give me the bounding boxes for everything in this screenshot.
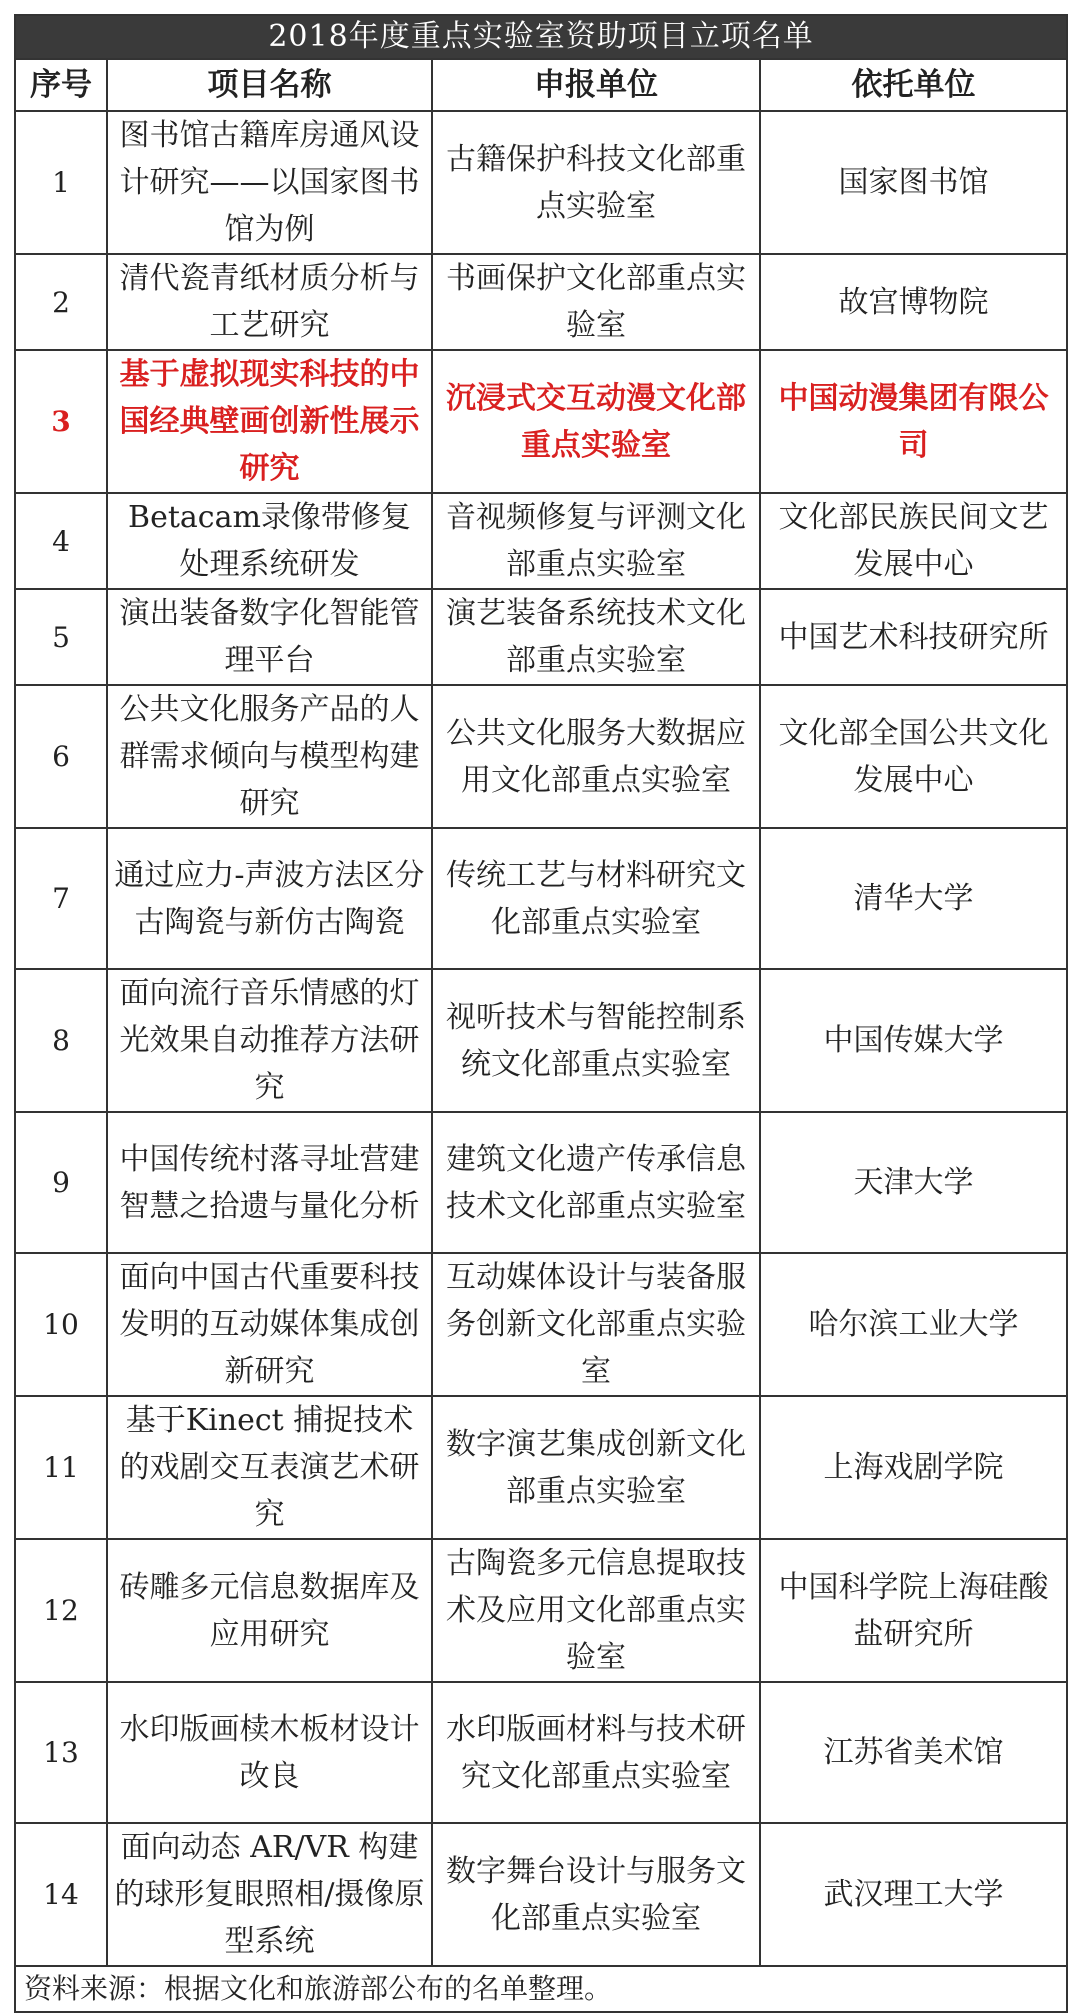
applicant-unit: 建筑文化遗产传承信息技术文化部重点实验室 [432,1112,760,1253]
row-number: 14 [15,1823,107,1966]
table-row [15,1682,1067,1823]
row-number: 7 [15,828,107,969]
applicant-unit: 水印版画材料与技术研究文化部重点实验室 [432,1682,760,1823]
table-row [15,1396,1067,1539]
project-name: 基于Kinect 捕捉技术的戏剧交互表演艺术研究 [107,1396,432,1539]
applicant-unit: 古陶瓷多元信息提取技术及应用文化部重点实验室 [432,1539,760,1682]
source-row [15,1966,1067,2012]
applicant-unit: 公共文化服务大数据应用文化部重点实验室 [432,685,760,828]
host-unit: 江苏省美术馆 [760,1682,1067,1823]
row-number: 2 [15,254,107,350]
host-unit: 上海戏剧学院 [760,1396,1067,1539]
host-unit: 中国传媒大学 [760,969,1067,1112]
project-list-document [14,14,1066,2013]
table-row [15,685,1067,828]
project-name: 清代瓷青纸材质分析与工艺研究 [107,254,432,350]
project-name: 图书馆古籍库房通风设计研究——以国家图书馆为例 [107,111,432,254]
source-note: 资料来源：根据文化和旅游部公布的名单整理。 [15,1966,1067,2012]
table-row [15,1253,1067,1396]
project-name: 面向动态 AR/VR 构建的球形复眼照相/摄像原型系统 [107,1823,432,1966]
applicant-unit: 互动媒体设计与装备服务创新文化部重点实验室 [432,1253,760,1396]
applicant-unit: 数字演艺集成创新文化部重点实验室 [432,1396,760,1539]
project-name: 砖雕多元信息数据库及应用研究 [107,1539,432,1682]
host-unit: 天津大学 [760,1112,1067,1253]
table-row [15,1539,1067,1682]
project-name: 通过应力-声波方法区分古陶瓷与新仿古陶瓷 [107,828,432,969]
table-row [15,1823,1067,1966]
project-name: Betacam录像带修复处理系统研发 [107,493,432,589]
table-row [15,969,1067,1112]
row-number: 9 [15,1112,107,1253]
host-unit: 清华大学 [760,828,1067,969]
row-number: 5 [15,589,107,685]
row-number: 10 [15,1253,107,1396]
table-title: 2018年度重点实验室资助项目立项名单 [15,15,1067,59]
applicant-unit: 沉浸式交互动漫文化部重点实验室 [432,350,760,493]
row-number: 11 [15,1396,107,1539]
applicant-unit: 传统工艺与材料研究文化部重点实验室 [432,828,760,969]
table-row [15,493,1067,589]
host-unit: 武汉理工大学 [760,1823,1067,1966]
row-number: 3 [15,350,107,493]
row-number: 8 [15,969,107,1112]
table-row-highlighted [15,350,1067,493]
host-unit: 文化部民族民间文艺发展中心 [760,493,1067,589]
table-row [15,589,1067,685]
header-row [15,59,1067,111]
row-number: 1 [15,111,107,254]
header-serial-number: 序号 [15,59,107,111]
project-name: 公共文化服务产品的人群需求倾向与模型构建研究 [107,685,432,828]
row-number: 13 [15,1682,107,1823]
applicant-unit: 书画保护文化部重点实验室 [432,254,760,350]
header-project-name: 项目名称 [107,59,432,111]
table-row [15,828,1067,969]
applicant-unit: 音视频修复与评测文化部重点实验室 [432,493,760,589]
host-unit: 文化部全国公共文化发展中心 [760,685,1067,828]
host-unit: 哈尔滨工业大学 [760,1253,1067,1396]
title-row [15,15,1067,59]
row-number: 6 [15,685,107,828]
host-unit: 国家图书馆 [760,111,1067,254]
host-unit: 中国动漫集团有限公司 [760,350,1067,493]
host-unit: 故宫博物院 [760,254,1067,350]
project-name: 演出装备数字化智能管理平台 [107,589,432,685]
project-name: 面向中国古代重要科技发明的互动媒体集成创新研究 [107,1253,432,1396]
applicant-unit: 演艺装备系统技术文化部重点实验室 [432,589,760,685]
row-number: 12 [15,1539,107,1682]
project-name: 中国传统村落寻址营建智慧之拾遗与量化分析 [107,1112,432,1253]
applicant-unit: 数字舞台设计与服务文化部重点实验室 [432,1823,760,1966]
header-host-unit: 依托单位 [760,59,1067,111]
table-row [15,254,1067,350]
project-name: 面向流行音乐情感的灯光效果自动推荐方法研究 [107,969,432,1112]
header-applicant-unit: 申报单位 [432,59,760,111]
host-unit: 中国艺术科技研究所 [760,589,1067,685]
table-row [15,111,1067,254]
host-unit: 中国科学院上海硅酸盐研究所 [760,1539,1067,1682]
project-name: 水印版画椟木板材设计改良 [107,1682,432,1823]
applicant-unit: 古籍保护科技文化部重点实验室 [432,111,760,254]
project-name: 基于虚拟现实科技的中国经典壁画创新性展示研究 [107,350,432,493]
project-table [14,14,1068,2013]
applicant-unit: 视听技术与智能控制系统文化部重点实验室 [432,969,760,1112]
table-row [15,1112,1067,1253]
row-number: 4 [15,493,107,589]
